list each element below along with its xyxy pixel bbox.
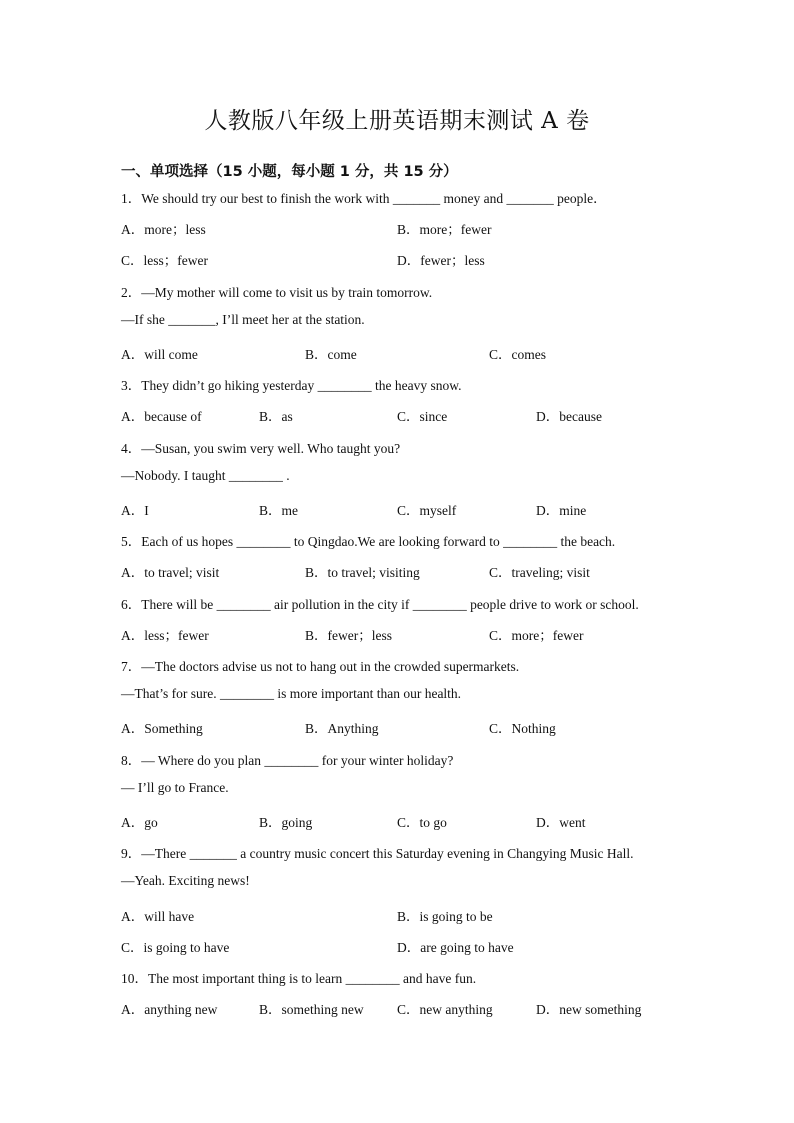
option: D．new something [536,1002,642,1017]
option: A．will come [121,347,198,362]
question-stem: 8．— Where do you plan ________ for your winter holiday? [121,753,454,768]
question-stem: 9．—There _______ a country music concert this Saturday evening in Changying Music Hall. [121,846,634,861]
option: B．something new [259,1002,364,1017]
option: B．is going to be [397,909,493,924]
question-stem-reply: — I’ll go to France. [121,780,229,795]
option: C．since [397,409,448,424]
option: C．traveling; visit [489,565,590,580]
option: C．to go [397,815,447,830]
question-stem: 6．There will be ________ air pollution in the city if ________ people drive to work or school. [121,597,639,612]
question-stem-reply: —If she _______, I’ll meet her at the station. [121,312,365,327]
option: B．me [259,503,298,518]
question-stem: 3．They didn’t go hiking yesterday ________ the heavy snow. [121,378,462,393]
option: D．because [536,409,602,424]
option: A．more；less [121,222,206,237]
question-stem-reply: —Nobody. I taught ________ . [121,468,290,483]
option: C．more；fewer [489,628,584,643]
option: A．to travel; visit [121,565,220,580]
option: C．less；fewer [121,253,208,268]
section-heading: 一、单项选择（15 小题，每小题 1 分，共 15 分） [121,164,458,180]
option: C．comes [489,347,546,362]
option: B．Anything [305,721,379,736]
option: A．I [121,503,149,518]
page-title: 人教版八年级上册英语期末测试 A 卷 [204,108,590,134]
option: B．to travel; visiting [305,565,420,580]
option: D．fewer；less [397,253,485,268]
option: C．myself [397,503,457,518]
option: B．as [259,409,293,424]
option: A．anything new [121,1002,218,1017]
option: B．come [305,347,357,362]
question-stem-reply: —Yeah. Exciting news! [121,873,250,888]
option: D．are going to have [397,940,514,955]
option: C．new anything [397,1002,493,1017]
option: C．Nothing [489,721,556,736]
option: A．less；fewer [121,628,209,643]
question-stem: 4．—Susan, you swim very well. Who taught you? [121,441,401,456]
option: D．mine [536,503,587,518]
option: A．Something [121,721,203,736]
option: A．go [121,815,158,830]
question-stem: 10．The most important thing is to learn ________ and have fun. [121,971,477,986]
option: A．because of [121,409,202,424]
question-stem-reply: —That’s for sure. ________ is more important than our health. [121,686,462,701]
question-stem: 7．—The doctors advise us not to hang out in the crowded supermarkets. [121,659,520,674]
option: B．more；fewer [397,222,492,237]
option: B．going [259,815,313,830]
option: C．is going to have [121,940,230,955]
option: A．will have [121,909,195,924]
question-stem: 2．—My mother will come to visit us by train tomorrow. [121,285,433,300]
option: D．went [536,815,586,830]
option: B．fewer；less [305,628,392,643]
question-stem: 1．We should try our best to finish the work with _______ money and _______ people． [121,191,607,206]
question-stem: 5．Each of us hopes ________ to Qingdao.We are looking forward to ________ the beach. [121,534,616,549]
